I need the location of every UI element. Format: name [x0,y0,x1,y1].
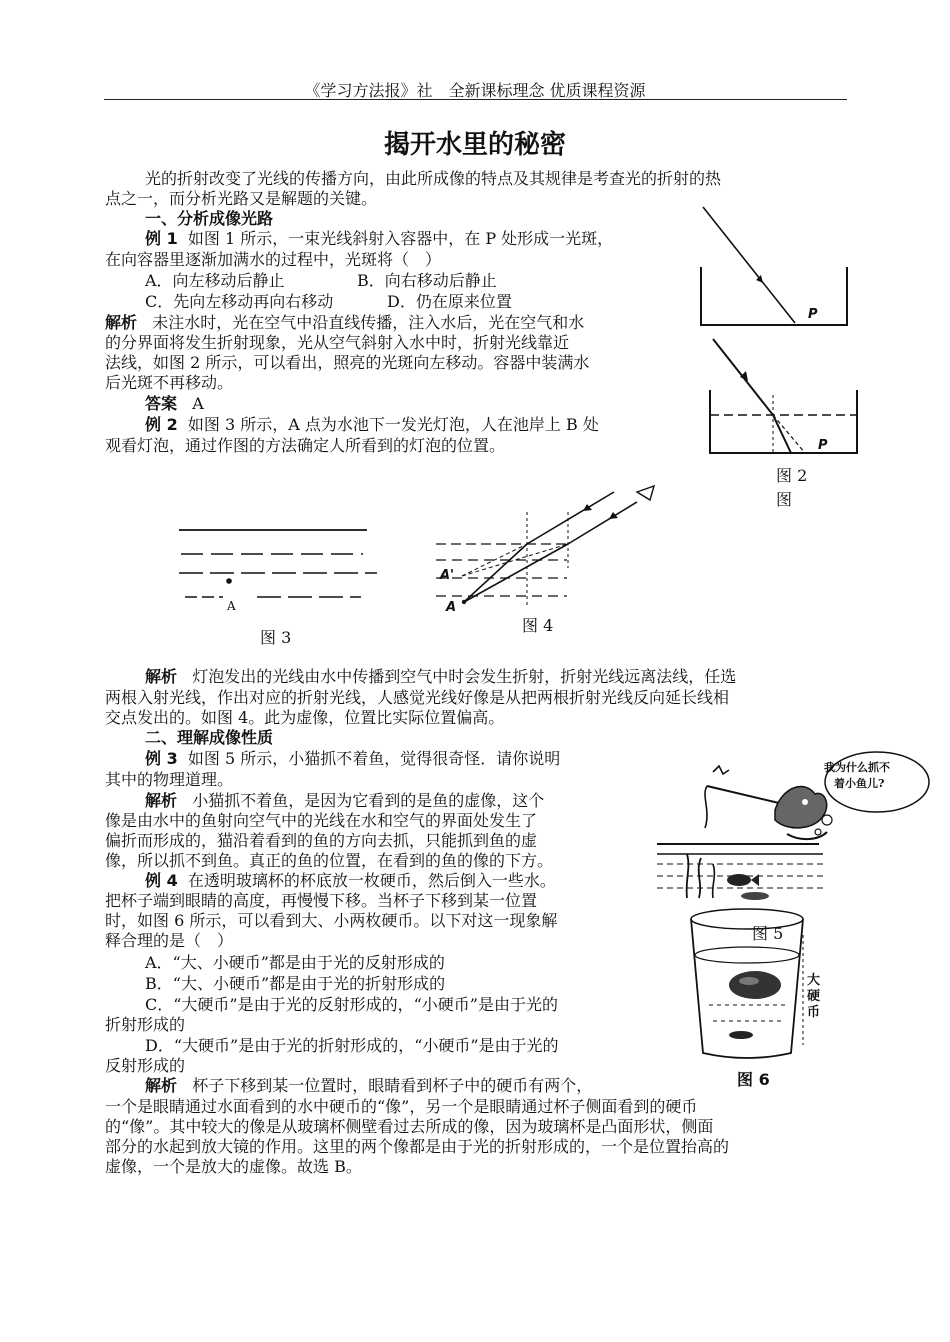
figure-2-p-label: P [818,438,828,453]
ex1-analysis-line-2: 的分界面将发生折射现象，光从空气斜射入水中时，折射光线靠近 [105,333,570,352]
figure-2-caption: 图 2 [776,466,808,485]
ex2-analysis-line-2: 两根入射光线，作出对应的折射光线，人感觉光线好像是从把两根折射光线反向延长线相 [105,688,730,707]
ex4-label: 例 4 [145,871,178,890]
figure-3-caption: 图 3 [260,628,292,647]
ex4-analysis-line-1 [145,1076,592,1095]
figure-3-pool [175,518,385,613]
ex4-line-3: 时，如图 6 所示，可以看到大、小两枚硬币。以下对这一现象解 [105,911,558,930]
ex4-analysis-label: 解析 [145,1076,178,1095]
ex3-analysis-line-3: 偏折而形成的，猫沿着看到的鱼的方向去抓，只能抓到鱼的虚 [105,831,538,850]
ex4-option-b: B．“大、小硬币”都是由于光的折射形成的 [145,974,446,993]
header-rule [104,99,847,100]
ex1-text-1: 如图 1 所示，一束光线斜射入容器中，在 P 处形成一光斑， [187,229,614,248]
ex2-line-2: 观看灯泡，通过作图的方法确定人所看到的灯泡的位置。 [105,436,506,455]
ex1-option-b: B．向右移动后静止 [357,271,497,290]
intro-line-1: 光的折射改变了光线的传播方向，由此所成像的特点及其规律是考查光的折射的热 [145,169,722,188]
ex3-text-1: 如图 5 所示，小猫抓不着鱼，觉得很奇怪．请你说明 [187,749,561,768]
figure-2-refraction [705,335,865,460]
ex1-analysis-text-1: 未注水时，光在空气中沿直线传播，注入水后，光在空气和水 [152,313,585,332]
ex1-analysis-line-4: 后光斑不再移动。 [105,373,234,392]
figure-2-caption-extra: 图 [776,490,793,509]
ex1-analysis-line-1 [105,313,584,332]
ex1-label: 例 1 [145,229,178,248]
ex1-option-d: D．仍在原来位置 [387,292,512,311]
figure-4-construction [432,478,662,618]
ex2-line-1 [145,415,599,434]
figure-1-container [697,205,857,330]
figure-4-a-label: A [446,600,457,615]
figure-4-a-prime-label: A' [440,568,455,583]
ex1-line-1 [145,229,613,248]
figure-5-caption: 图 5 [752,924,784,943]
ex4-line-2: 把杯子端到眼睛的高度，再慢慢下移。当杯子下移到某一位置 [105,891,538,910]
ex2-label: 例 2 [145,415,178,434]
ex1-analysis-line-3: 法线，如图 2 所示，可以看出，照亮的光斑向左移动。容器中装满水 [105,353,590,372]
ex3-analysis-text-1: 小猫抓不着鱼，是因为它看到的是鱼的虚像，这个 [192,791,545,810]
page-title: 揭开水里的秘密 [383,130,566,160]
ex3-analysis-label: 解析 [145,791,178,810]
ex1-line-2: 在向容器里逐渐加满水的过程中，光斑将（ ） [105,250,442,269]
figure-6-side-label-2: 硬 [807,989,821,1004]
ex2-analysis-line-1 [145,667,736,686]
ex4-option-c-1: C．“大硬币”是由于光的反射形成的，“小硬币”是由于光的 [145,995,558,1014]
figure-6-glass [685,905,825,1065]
ex4-line-4: 释合理的是（ ） [105,931,234,950]
ex4-text-1: 在透明玻璃杯的杯底放一枚硬币，然后倒入一些水。 [187,871,556,890]
ex3-analysis-line-2: 像是由水中的鱼射向空气中的光线在水和空气的界面处发生了 [105,811,538,830]
figure-4-caption: 图 4 [522,616,554,635]
figure-6-side-label-3: 币 [807,1005,821,1020]
ex1-answer [145,394,204,413]
ex3-analysis-line-1 [145,791,544,810]
ex3-analysis-line-4: 像，所以抓不到鱼。真正的鱼的位置，在看到的鱼的像的下方。 [105,851,554,870]
ex1-option-a: A．向左移动后静止 [145,271,285,290]
page-header: 《学习方法报》社 全新课标理念 优质课程资源 [304,81,646,100]
ex1-option-c: C．先向左移动再向右移动 [145,292,334,311]
figure-3-a-label: A [227,599,236,613]
ex4-analysis-line-2: 一个是眼睛通过水面看到的水中硬币的“像”，另一个是眼睛通过杯子侧面看到的硬币 [105,1097,698,1116]
ex4-analysis-text-1: 杯子下移到某一位置时，眼睛看到杯子中的硬币有两个， [192,1076,593,1095]
intro-line-2: 点之一，而分析光路又是解题的关键。 [105,189,378,208]
ex3-label: 例 3 [145,749,178,768]
ex3-line-1 [145,749,560,768]
figure-6-caption: 图 6 [737,1070,770,1089]
figure-5-bubble-line-1: 我为什么抓不 [824,761,890,774]
ex1-answer-label: 答案 [145,394,178,413]
ex4-option-a: A．“大、小硬币”都是由于光的反射形成的 [145,953,445,972]
section-2-heading: 二、理解成像性质 [145,728,274,747]
ex4-line-1 [145,871,556,890]
ex4-analysis-line-4: 部分的水起到放大镜的作用。这里的两个像都是由于光的折射形成的，一个是位置抬高的 [105,1137,730,1156]
ex4-analysis-line-3: 的“像”。其中较大的像是从玻璃杯侧壁看过去所成的像，因为玻璃杯是凸面形状，侧面 [105,1117,714,1136]
ex3-line-2: 其中的物理道理。 [105,770,234,789]
ex2-text-1: 如图 3 所示，A 点为水池下一发光灯泡，人在池岸上 B 处 [187,415,599,434]
ex4-option-d-2: 反射形成的 [105,1056,186,1075]
ex2-analysis-label: 解析 [145,667,178,686]
ex4-option-d-1: D．“大硬币”是由于光的折射形成的，“小硬币”是由于光的 [145,1036,559,1055]
figure-1-p-label: P [808,307,818,322]
ex1-answer-value: A [192,394,204,413]
ex4-option-c-2: 折射形成的 [105,1015,186,1034]
figure-5-cat-illustration [655,750,935,900]
figure-6-side-label-1: 大 [807,973,821,988]
ex2-analysis-line-3: 交点发出的。如图 4。此为虚像，位置比实际位置偏高。 [105,708,505,727]
section-1-heading: 一、分析成像光路 [145,209,274,228]
ex4-analysis-line-5: 虚像，一个是放大的虚像。故选 B。 [105,1157,362,1176]
ex2-analysis-text-1: 灯泡发出的光线由水中传播到空气中时会发生折射，折射光线远离法线，任选 [192,667,737,686]
ex1-analysis-label: 解析 [105,313,138,332]
figure-5-bubble-line-2: 着小鱼儿? [834,777,885,790]
